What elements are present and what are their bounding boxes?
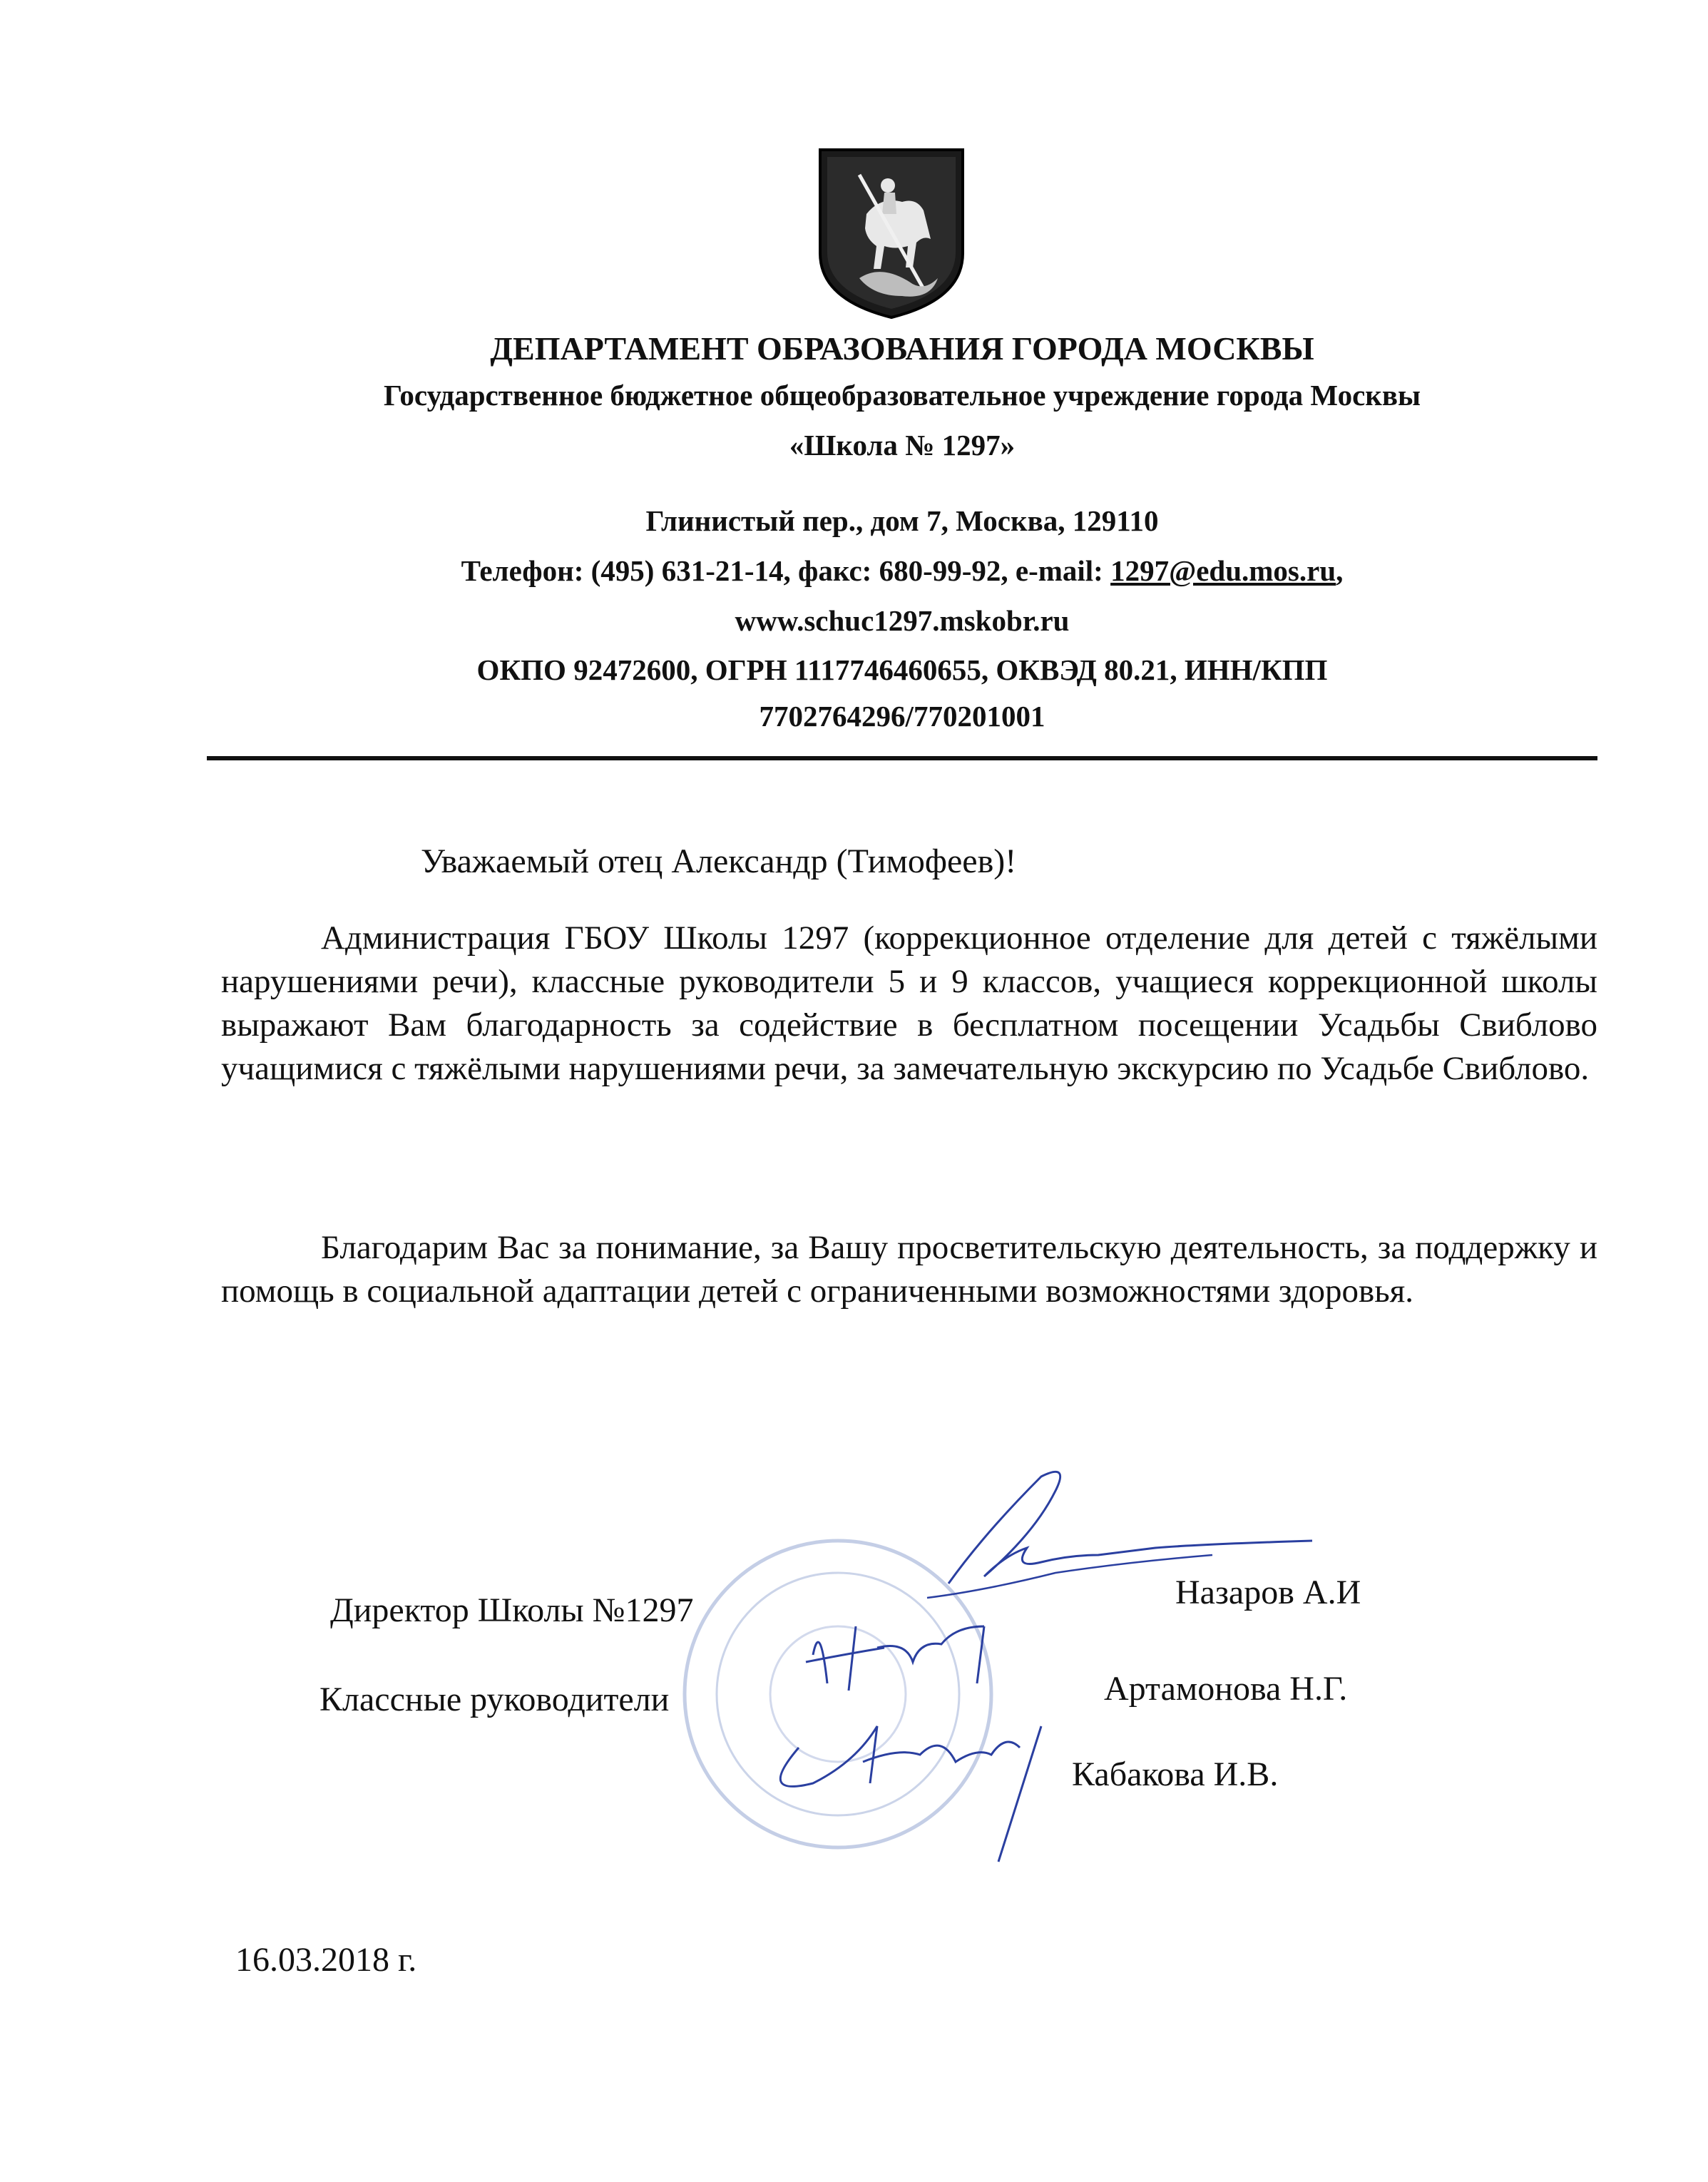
letter-date: 16.03.2018 г. bbox=[235, 1941, 417, 1979]
header-divider bbox=[207, 756, 1597, 760]
teacher-1-name: Артамонова Н.Г. bbox=[1104, 1670, 1348, 1708]
codes-line-1: ОКПО 92472600, ОГРН 1117746460655, ОКВЭД 80.21, ИНН/КПП bbox=[476, 653, 1328, 686]
director-title: Директор Школы №1297 bbox=[330, 1591, 694, 1629]
email-link[interactable]: 1297@edu.mos.ru bbox=[1110, 554, 1336, 587]
website-link[interactable]: www.schuc1297.mskobr.ru bbox=[735, 604, 1070, 637]
contacts-suffix: , bbox=[1336, 554, 1344, 587]
teachers-title: Классные руководители bbox=[319, 1681, 670, 1718]
department-title: ДЕПАРТАМЕНТ ОБРАЗОВАНИЯ ГОРОДА МОСКВЫ bbox=[490, 330, 1314, 367]
codes-line-2: 7702764296/770201001 bbox=[759, 700, 1045, 733]
teacher-2-name: Кабакова И.В. bbox=[1072, 1755, 1279, 1793]
letter-greeting: Уважаемый отец Александр (Тимофеев)! bbox=[421, 842, 1017, 880]
institution-name: Государственное бюджетное общеобразовательное учреждение города Москвы bbox=[383, 379, 1421, 412]
director-name: Назаров А.И bbox=[1175, 1574, 1361, 1611]
letter-paragraph-2: Благодарим Вас за понимание, за Вашу просветительскую деятельность, за поддержку и помощь в социальной адаптации детей с ограниченными возможностями здоровья. bbox=[221, 1229, 1597, 1310]
moscow-coat-of-arms-icon bbox=[817, 146, 966, 321]
school-name: «Школа № 1297» bbox=[789, 429, 1016, 462]
address: Глинистый пер., дом 7, Москва, 129110 bbox=[645, 504, 1159, 537]
contacts-prefix: Телефон: (495) 631-21-14, факс: 680-99-92, e-mail: bbox=[461, 554, 1111, 587]
letter-paragraph-1: Администрация ГБОУ Школы 1297 (коррекционное отделение для детей с тяжёлыми нарушениями речи), классные руководители 5 и 9 классов, учащиеся коррекционной школы выражают Вам благодарность за содействие в бесплатном посещении Усадьбы Свиблово учащимися с тяжёлыми нарушениями речи, за замечательную экскурсию по Усадьбе Свиблово. bbox=[221, 919, 1597, 1087]
contacts-line bbox=[0, 554, 1708, 588]
handwritten-signatures-icon bbox=[770, 1448, 1341, 1876]
